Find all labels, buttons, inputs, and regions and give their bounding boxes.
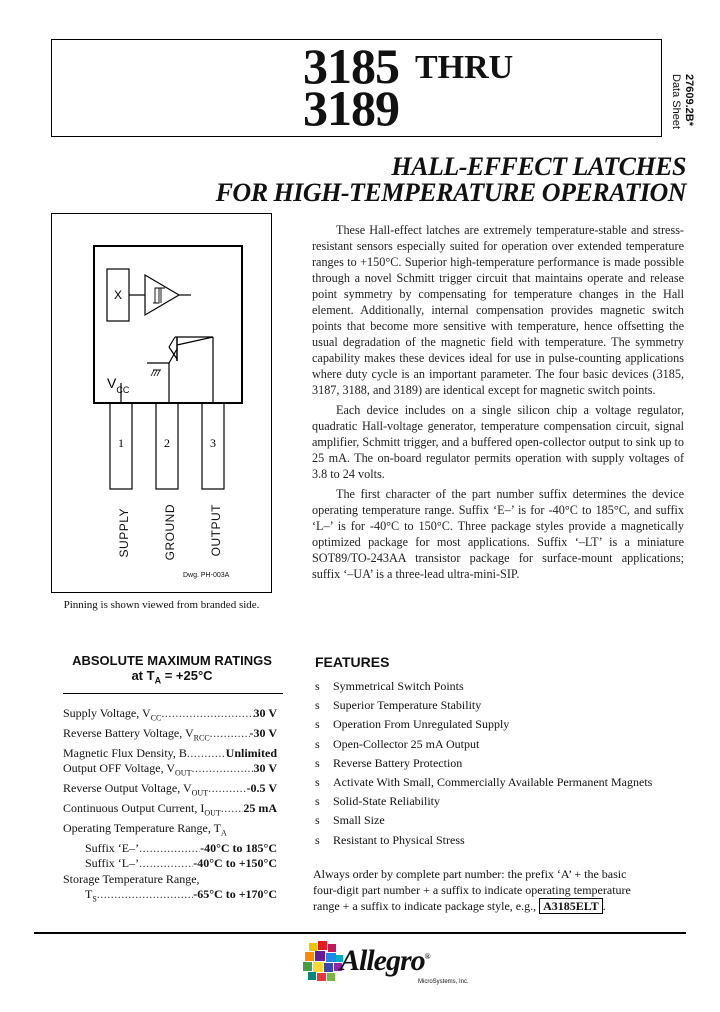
rating-row (63, 872, 277, 888)
data-sheet-text: Data Sheet (670, 74, 682, 130)
pin-3-number: 3 (210, 436, 216, 450)
feature-text: Resistant to Physical Stress (333, 832, 465, 847)
rating-label: Operating Temperature Range, $T_A$ (63, 820, 227, 838)
feature-item (315, 773, 685, 792)
rating-row (63, 781, 277, 801)
description-paragraph: The first character of the part number suffix determines the device operating temperature range. Suffix ‘E–’ is for -40°C to 185°C, and suffix ‘L–’ is for -40°C to 150°C. Three package styles provide a magnetically optimized package for most applications. Suffix ‘–LT’ is a miniature SOT89/TO-243AA transistor package for surface-mount applications; suffix ‘–UA’ is a three-lead ultra-mini-SIP. (312, 487, 684, 581)
part-number-2: 3189 (303, 80, 399, 136)
rating-label: $T_S$ (85, 887, 97, 904)
feature-text: Small Size (333, 813, 385, 828)
rating-value: -40°C to +150°C (193, 856, 277, 871)
rating-label: Suffix ‘L–’ (85, 856, 140, 871)
feature-text: Superior Temperature Stability (333, 698, 482, 713)
headline-line-2: FOR HIGH-TEMPERATURE OPERATION (215, 178, 686, 207)
features-title: FEATURES (315, 654, 390, 670)
feature-text: Activate With Small, Commercially Available Permanent Magnets (333, 775, 653, 790)
pin-1-name: SUPPLY (117, 508, 131, 558)
feature-bullet: s (315, 679, 320, 693)
hysteresis-icon (153, 288, 165, 303)
pin-1-number: 1 (118, 436, 124, 450)
ratings-title (56, 653, 288, 686)
feature-bullet: s (315, 698, 320, 713)
ratings-divider (63, 693, 283, 694)
ratings-title-line-1: ABSOLUTE MAXIMUM RATINGS (72, 653, 272, 668)
logo-tagline: MicroSystems, Inc. (418, 979, 469, 985)
rating-row (63, 887, 277, 907)
ratings-title-line-2: at $T_A = +25^\circ C$ (131, 668, 213, 686)
feature-item (315, 715, 685, 734)
thru-label: THRU (415, 49, 514, 86)
feature-bullet: s (315, 736, 320, 751)
rating-value: Unlimited (225, 745, 277, 760)
feature-text: Reverse Battery Protection (333, 755, 463, 770)
feature-text: Symmetrical Switch Points (333, 679, 464, 693)
description-paragraph: These Hall-effect latches are extremely temperature-stable and stress-resistant sensors especially suited for operation over extended temperature ranges to +150°C. Superior high-temperature performance is made possible through a novel Schmitt trigger circuit that maintains operate and release point symmetry by compensating for temperature changes in the Hall element. Additionally, internal compensation provides magnetic switch points that become more sensitive with temperature, hence offsetting the usual degradation of the magnetic field with temperature. The symmetry capability makes these devices ideal for use in pulse-counting applications where duty cycle is an important parameter. The four basic devices (3185, 3187, 3188, and 3189) are identical except for magnetic switch points. (312, 223, 684, 397)
rating-row (63, 856, 277, 872)
feature-item (315, 754, 685, 773)
hall-x-mark: X (113, 288, 123, 302)
description (312, 222, 684, 586)
rating-row (63, 801, 277, 821)
rating-label: Suffix ‘E–’ (85, 840, 140, 855)
allegro-logo-mark (303, 941, 345, 983)
ordering-note: Always order by complete part number: the prefix ‘A’ + the basic four-digit part number + a suffix to indicate operating temperature range + a suffix to indicate package style, e.g., A3185ELT . (313, 867, 631, 913)
headline-line-1: HALL-EFFECT LATCHES (391, 152, 686, 181)
feature-text: Open-Collector 25 mA Output (333, 736, 480, 751)
rating-label: Continuous Output Current, $I_{OUT}$ (63, 801, 221, 818)
feature-bullet: s (315, 794, 320, 809)
rating-value: -65°C to +170°C (193, 887, 277, 902)
example-part-number: A3185ELT (539, 898, 603, 914)
rating-value: -30 V (249, 725, 277, 740)
pin-2-number: 2 (164, 436, 170, 450)
feature-text: Solid-State Reliability (333, 794, 440, 809)
feature-bullet: s (315, 813, 320, 828)
vcc-label: $V_{CC}$ (107, 375, 130, 395)
rating-label: Reverse Output Voltage, $V_{OUT}$ (63, 781, 209, 798)
drawing-number: Dwg. PH-003A (183, 572, 230, 579)
rating-row (63, 746, 277, 762)
feature-item (315, 696, 685, 715)
feature-bullet: s (315, 755, 320, 770)
rating-value: 30 V (253, 706, 277, 720)
rating-value: -0.5 V (246, 781, 277, 796)
feature-item (315, 792, 685, 811)
feature-item (315, 811, 685, 830)
rating-value: -40°C to 185°C (200, 840, 277, 855)
rating-row (63, 821, 277, 841)
rating-label: Output OFF Voltage, $V_{OUT}$ (63, 761, 192, 778)
description-paragraph: Each device includes on a single silicon chip a voltage regulator, quadratic Hall-voltage generator, temperature compensation circuit, signal amplifier, Schmitt trigger, and a buffered open-collector output to sink up to 25 mA. The on-board regulator permits operation with supply voltages of 3.8 to 24 volts. (312, 403, 684, 481)
ratings-table (63, 706, 277, 907)
feature-bullet: s (315, 717, 320, 732)
rating-label: Storage Temperature Range, (63, 871, 200, 886)
pin-3-name: OUTPUT (209, 504, 223, 557)
rating-label: Supply Voltage, $V_{CC}$ (63, 706, 162, 723)
rating-row (63, 841, 277, 857)
pinning-note: Pinning is shown viewed from branded side. (63, 599, 260, 611)
rating-row (63, 726, 277, 746)
allegro-logo-text: Allegro® (340, 944, 430, 977)
rating-row (63, 706, 277, 726)
schmitt-trigger-amp (145, 275, 179, 315)
part-number-1: 3185 (303, 38, 399, 94)
feature-bullet: s (315, 775, 320, 790)
rating-label: Reverse Battery Voltage, $V_{RCC}$ (63, 725, 210, 743)
feature-text: Operation From Unregulated Supply (333, 717, 510, 732)
pinning-diagram (51, 213, 272, 593)
feature-item (315, 735, 685, 754)
logo-mosaic-icon (303, 941, 343, 981)
feature-item (315, 831, 685, 850)
feature-item (315, 677, 685, 696)
features-list (315, 677, 685, 850)
footer-rule (34, 932, 686, 934)
data-sheet-number: 27609.2B* (683, 74, 695, 126)
rating-row (63, 761, 277, 781)
ordering-text: Always order by complete part number: the prefix ‘A’ + the basic four-digit part number + a suffix to indicate operating temperature range + a suffix to indicate package style, e.g., (313, 867, 631, 913)
rating-label: Magnetic Flux Density, B (63, 745, 187, 760)
data-sheet-label (670, 74, 682, 129)
feature-bullet: s (315, 832, 320, 847)
rating-value: 25 mA (243, 801, 277, 816)
rating-value: 30 V (253, 761, 277, 776)
pin-2-name: GROUND (163, 504, 177, 561)
